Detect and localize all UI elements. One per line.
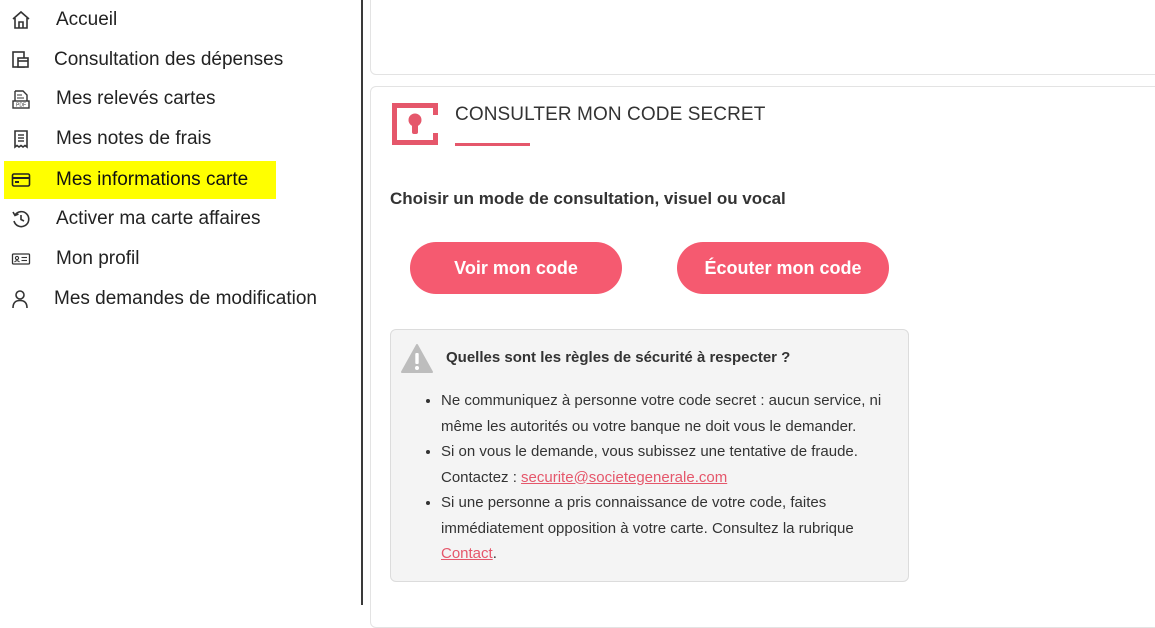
sidebar-item-label: Accueil	[56, 9, 118, 30]
rule-text: Si une personne a pris connaissance de votre code, faites immédiatement opposition à votre carte. Consultez la rubrique	[441, 494, 854, 537]
view-code-button[interactable]: Voir mon code	[410, 242, 622, 294]
lock-icon	[390, 101, 440, 147]
sidebar-item-informations-carte[interactable]	[4, 161, 276, 199]
title-underline	[455, 143, 530, 146]
activation-clock-icon	[10, 208, 32, 230]
svg-text:PDF: PDF	[16, 102, 26, 109]
user-icon	[10, 288, 30, 310]
receipt-icon	[10, 128, 32, 150]
credit-card-icon	[10, 169, 32, 191]
sidebar-item-label: Mes relevés cartes	[56, 88, 216, 109]
sidebar-item-label: Mes informations carte	[56, 169, 249, 190]
sidebar-item-label: Consultation des dépenses	[54, 49, 284, 70]
pdf-statement-icon	[10, 88, 32, 110]
sidebar-item-notes-de-frais[interactable]	[4, 120, 276, 158]
sidebar-item-mon-profil[interactable]	[4, 240, 276, 278]
sidebar-item-releves-cartes[interactable]	[4, 80, 276, 118]
sidebar-item-activer-carte[interactable]	[4, 200, 276, 238]
consultation-mode-subtitle: Choisir un mode de consultation, visuel ou vocal	[390, 189, 786, 208]
sidebar-item-label: Mes notes de frais	[56, 128, 212, 149]
id-card-icon	[10, 248, 32, 270]
sidebar-item-label: Mon profil	[56, 248, 140, 269]
security-rules-list	[419, 388, 911, 567]
expenses-icon	[10, 49, 30, 71]
sidebar	[0, 0, 362, 605]
security-email-link[interactable]: securite@societegenerale.com	[521, 468, 728, 486]
listen-code-button[interactable]: Écouter mon code	[677, 242, 889, 294]
list-item	[441, 439, 911, 490]
sidebar-divider	[361, 0, 363, 605]
top-card	[370, 0, 1155, 75]
rule-text: Ne communiquez à personne votre code secret : aucun service, ni même les autorités ou votre banque ne doit vous le demander.	[441, 392, 882, 435]
list-item	[441, 490, 911, 567]
sidebar-item-label: Mes demandes de modification	[54, 288, 317, 309]
contact-link[interactable]: Contact	[441, 545, 493, 562]
sidebar-item-accueil[interactable]	[4, 1, 276, 39]
sidebar-item-demandes-modification[interactable]	[4, 280, 317, 318]
sidebar-item-consultation-depenses[interactable]	[4, 41, 284, 79]
list-item	[441, 388, 911, 439]
security-rules-title: Quelles sont les règles de sécurité à respecter ?	[446, 349, 791, 366]
sidebar-item-label: Activer ma carte affaires	[56, 208, 261, 229]
rule-text: Si on vous le demande, vous subissez une tentative de fraude. Contactez :	[441, 443, 858, 486]
warning-icon	[400, 343, 434, 375]
home-icon	[10, 9, 32, 31]
section-title: CONSULTER MON CODE SECRET	[455, 104, 766, 125]
rule-text-end: .	[492, 545, 497, 562]
